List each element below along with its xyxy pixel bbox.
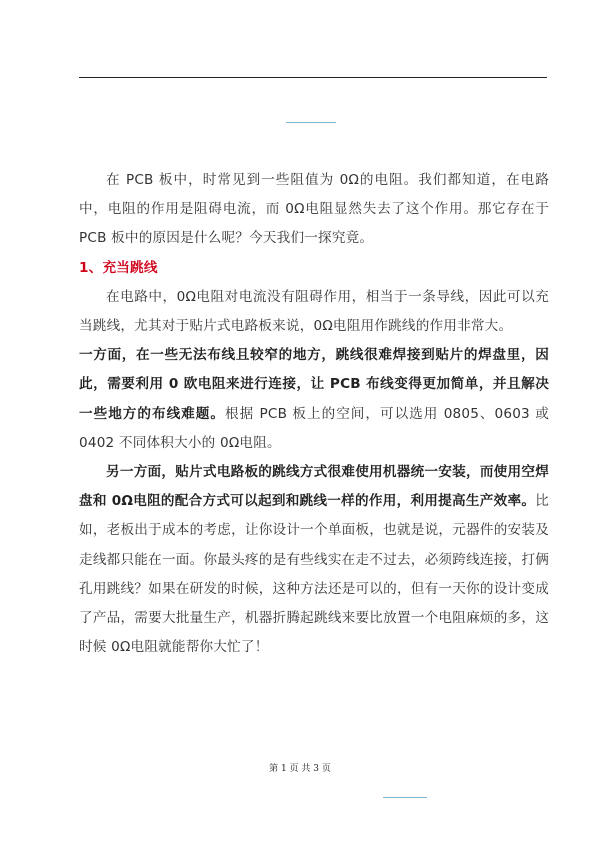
intro-paragraph: 在 PCB 板中，时常见到一些阻值为 0Ω的电阻。我们都知道，在电路中，电阻的作用是阻碍电流，而 0Ω电阻显然失去了这个作用。那它存在于 PCB 板中的原因是什么呢？今天我们一探究竟。 — [79, 172, 549, 247]
footer-accent-line — [383, 797, 427, 798]
paragraph-narrow-routing-rest: 根据 PCB 板上的空间，可以选用 0805、0603 或 0402 不同体积大小的 0Ω电阻。 — [79, 405, 550, 451]
paragraph-machine-install — [79, 458, 549, 662]
section-heading — [79, 254, 549, 283]
document-body — [79, 166, 549, 662]
paragraph-narrow-routing — [79, 341, 549, 458]
paragraph-jumper-intro: 在电路中，0Ω电阻对电流没有阻碍作用，相当于一条导线，因此可以充当跳线，尤其对于贴片式电路板来说，0Ω电阻用作跳线的作用非常大。 — [79, 288, 549, 335]
header-accent-line — [286, 122, 336, 123]
page-number: 第 1 页 共 3 页 — [269, 764, 331, 774]
paragraph-machine-install-rest: 比如，老板出于成本的考虑，让你设计一个单面板，也就是说，元器件的安装及走线都只能在一面。你最头疼的是有些线实在走不过去，必须跨线连接，打俩孔用跳线？如果在研发的时候，这种方法还是可以的，但有一天你的设计变成了产品，需要大批量生产，机器折腾起跳线来要比放置一个电阻麻烦的多，这时候 0Ω电阻就能帮你大忙了！ — [79, 493, 549, 656]
header-rule — [79, 77, 547, 78]
section-heading-text: 1、充当跳线 — [79, 259, 158, 276]
paragraph-narrow-routing-bold: 一方面，在一些无法布线且较窄的地方，跳线很难焊接到贴片的焊盘里，因此，需要利用 0 欧电阻来进行连接，让 PCB 布线变得更加简单，并且解决一些地方的布线难题。 — [79, 347, 549, 422]
paragraph-machine-install-bold: 另一方面，贴片式电路板的跳线方式很难使用机器统一安装，而使用空焊盘和 0Ω电阻的配合方式可以起到和跳线一样的作用，利用提高生产效率。 — [79, 464, 549, 510]
